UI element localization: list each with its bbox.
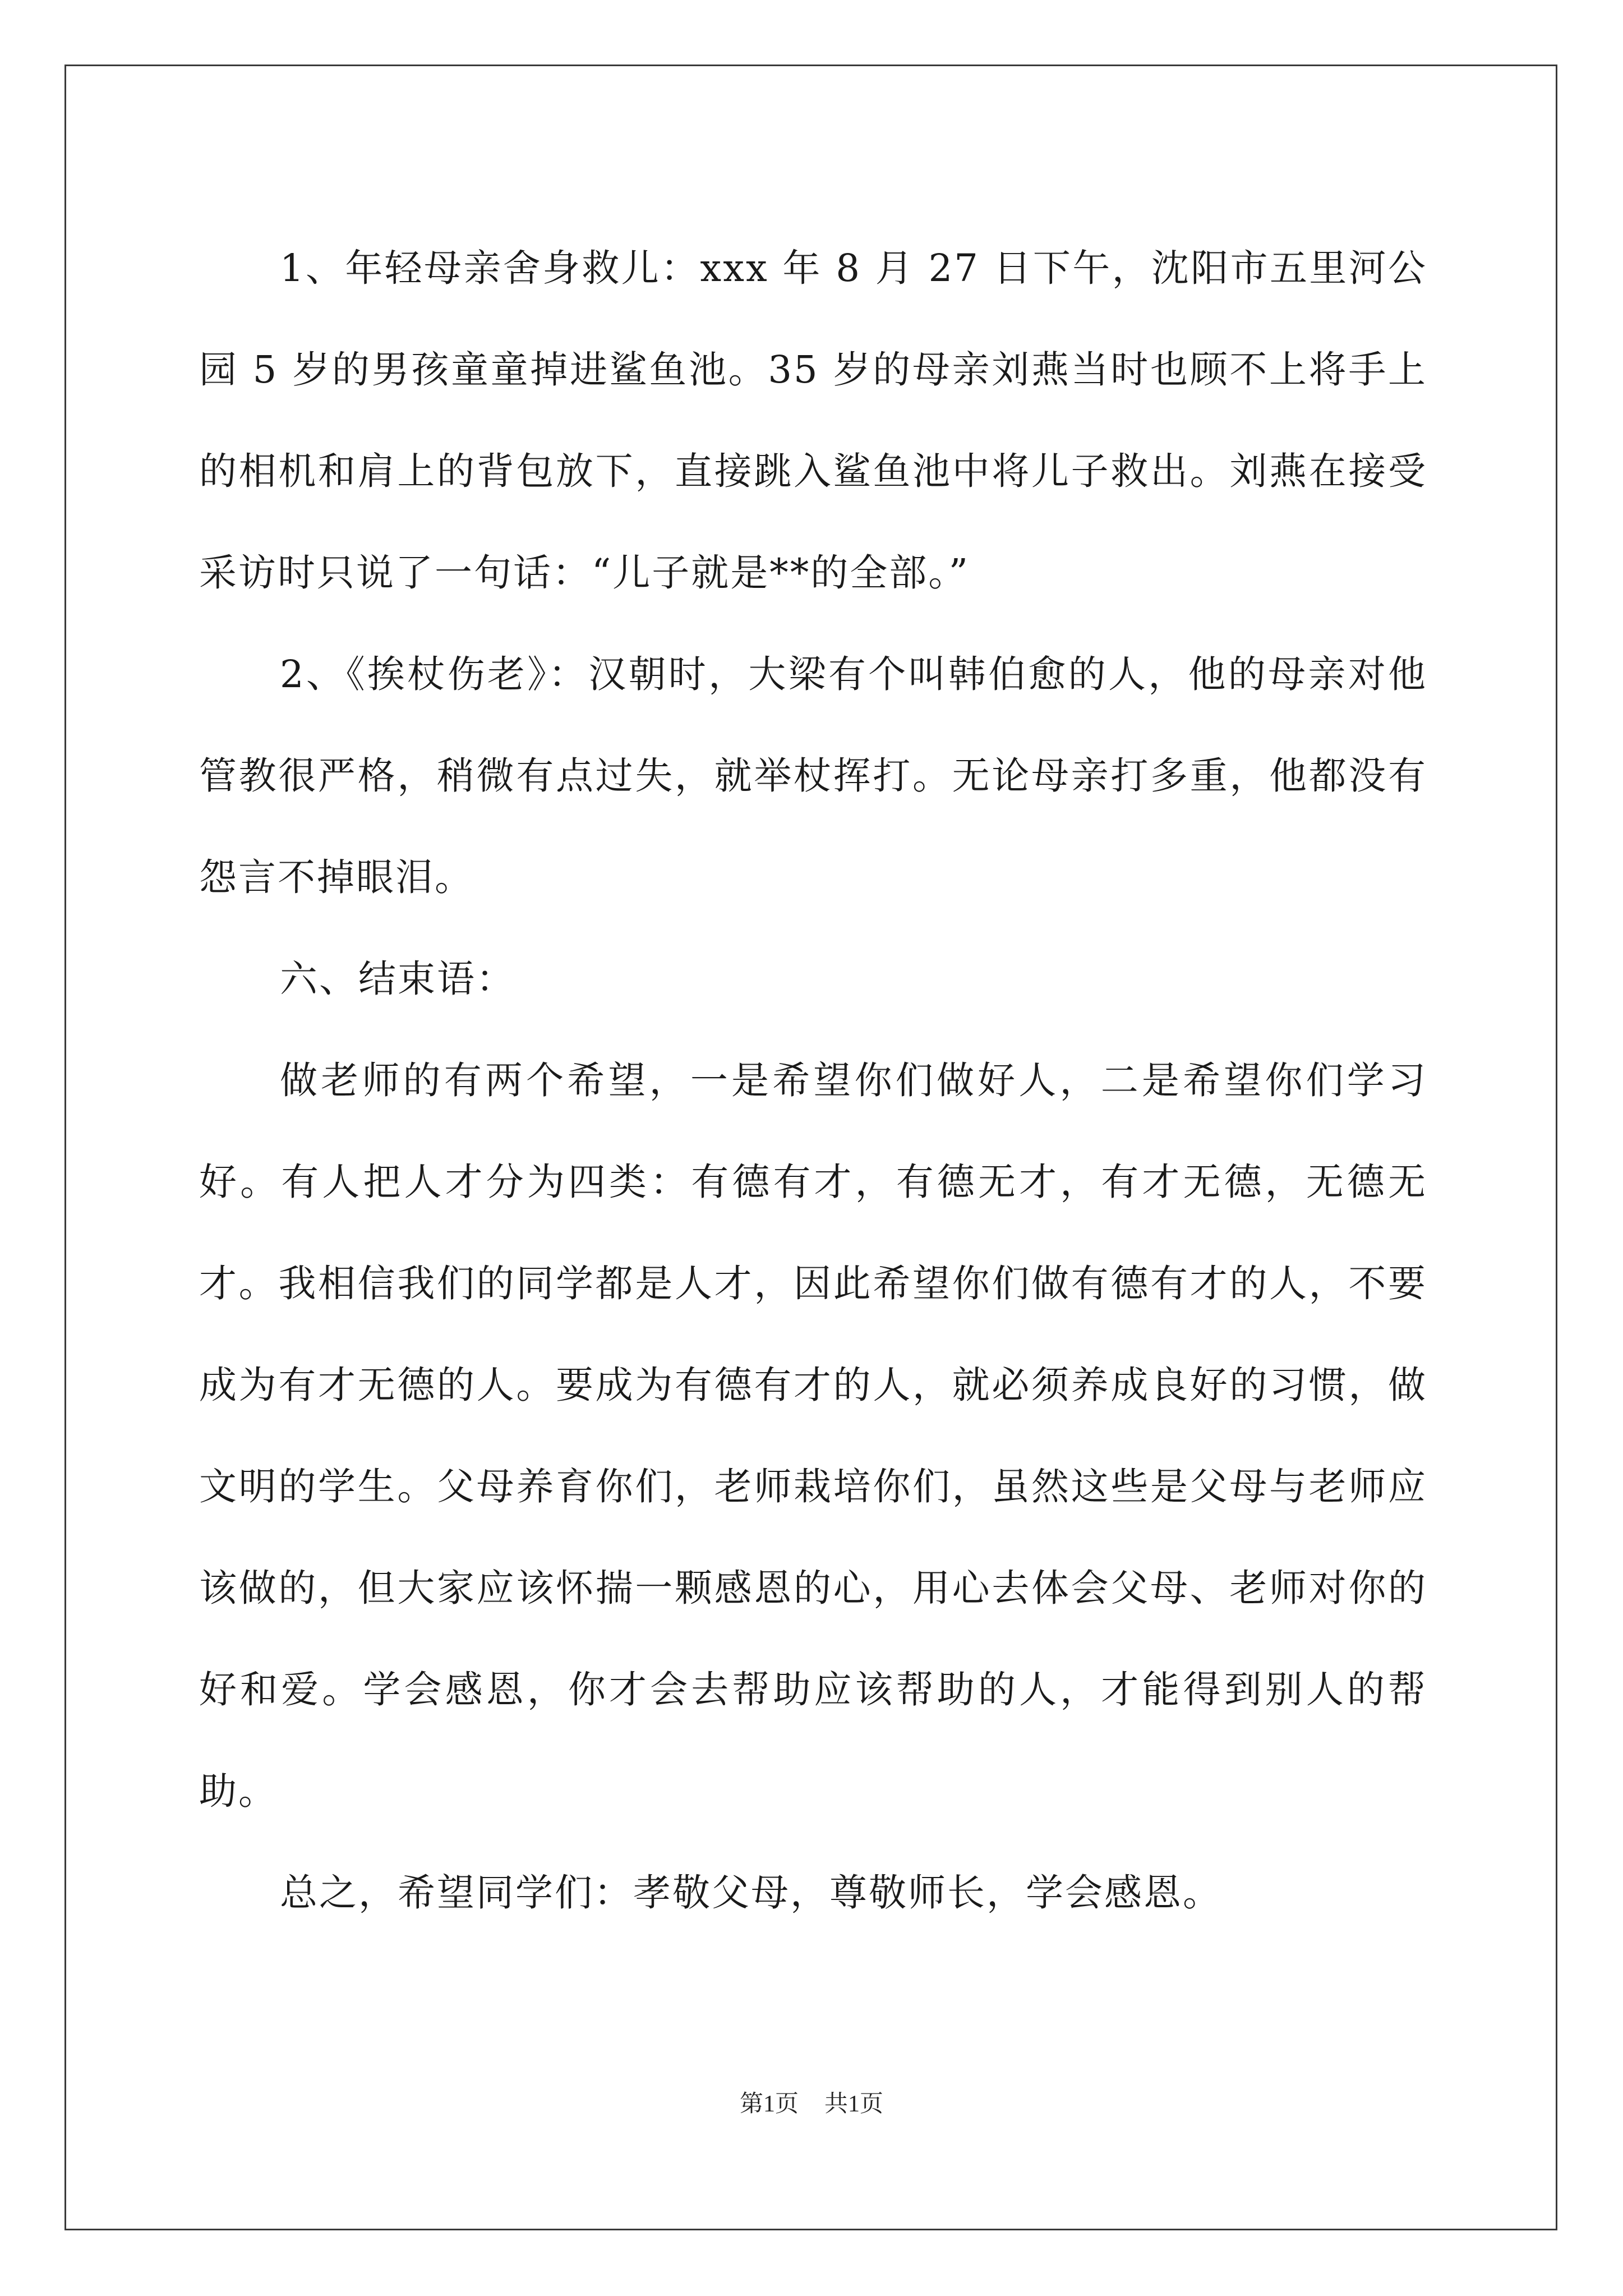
section-heading-conclusion: 六、结束语： [280,957,515,1001]
paragraph-summary: 总之，希望同学们：孝敬父母，尊敬师长，学会感恩。 [280,1871,1222,1915]
paragraph-story-han-boyu: 2、《挨杖伤老》：汉朝时，大梁有个叫韩伯愈的人，他的母亲对他管教很严格，稍微有点过失，就举杖挥打。无论母亲打多重，他都没有怨言不掉眼泪。 [199,652,1427,899]
paragraph-teacher-hopes: 做老师的有两个希望，一是希望你们做好人，二是希望你们学习好。有人把人才分为四类：有德有才，有德无才，有才无德，无德无才。我相信我们的同学都是人才，因此希望你们做有德有才的人，不要成为有才无德的人。要成为有德有才的人，就必须养成良好的习惯，做文明的学生。父母养育你们，老师栽培你们，虽然这些是父母与老师应该做的，但大家应该怀揣一颗感恩的心，用心去体会父母、老师对你的好和爱。学会感恩，你才会去帮助应该帮助的人，才能得到别人的帮助。 [199,1059,1427,1813]
page-number: 第1页 [739,2091,799,2117]
page-total: 共1页 [824,2091,884,2117]
page-footer [0,2085,1623,2119]
document-body [199,218,1427,1944]
paragraph-story-mother: 1、年轻母亲舍身救儿：xxx 年 8 月 27 日下午，沈阳市五里河公园 5 岁的男孩童童掉进鲨鱼池。35 岁的母亲刘燕当时也顾不上将手上的相机和肩上的背包放下，直接跳入鲨鱼池中将儿子救出。刘燕在接受采访时只说了一句话：“儿子就是**的全部。” [199,246,1427,595]
